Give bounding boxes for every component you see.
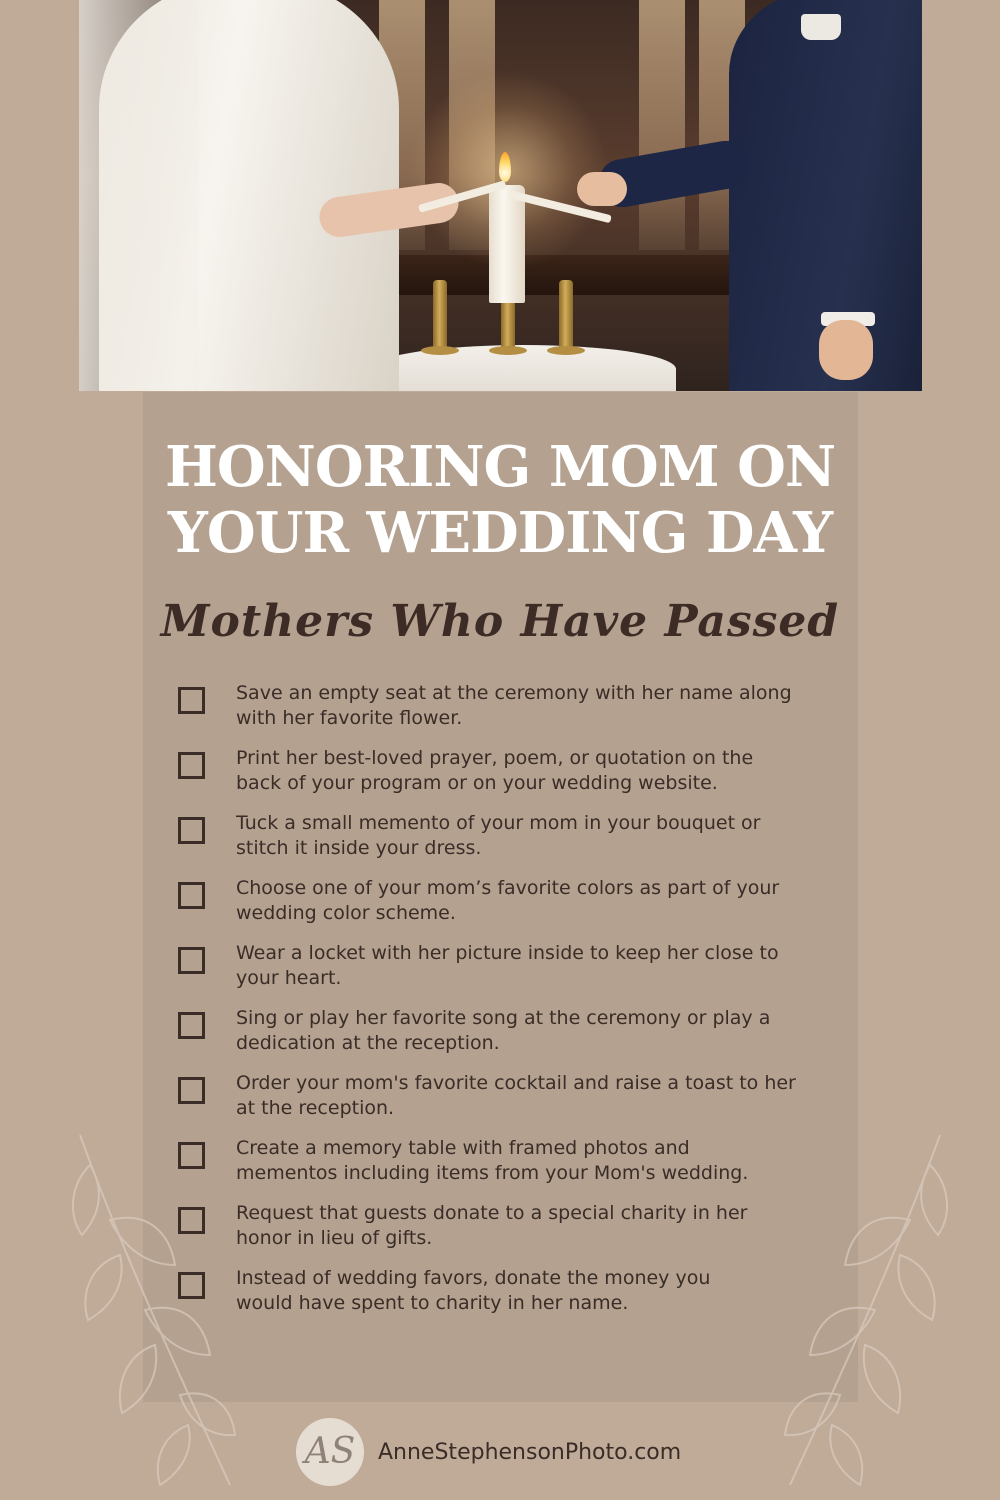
pocket-square: [801, 14, 841, 40]
checkbox[interactable]: [178, 1272, 205, 1299]
candlestick-base-center: [489, 346, 527, 355]
title-line-2: YOUR WEDDING DAY: [167, 500, 833, 566]
item-line-2: with her favorite flower.: [236, 707, 463, 729]
checklist-item: [178, 745, 838, 810]
checkbox[interactable]: [178, 1207, 205, 1234]
checklist-item: [178, 1005, 838, 1070]
checklist-item: [178, 810, 838, 875]
item-line-1: Create a memory table with framed photos and: [236, 1137, 690, 1159]
candlestick-right: [559, 280, 573, 350]
item-line-1: Choose one of your mom’s favorite colors as part of your: [236, 877, 780, 899]
item-line-2: dedication at the reception.: [236, 1032, 500, 1054]
checkbox[interactable]: [178, 1077, 205, 1104]
checklist-item-text: [236, 1135, 838, 1186]
checklist-item-text: [236, 1265, 838, 1316]
candlestick-left: [433, 280, 447, 350]
checklist-item-text: [236, 745, 838, 796]
website-link[interactable]: AnneStephensonPhoto.com: [378, 1440, 682, 1465]
checklist-item-text: [236, 1005, 838, 1056]
item-line-2: wedding color scheme.: [236, 902, 456, 924]
logo-monogram: AS: [304, 1431, 356, 1472]
item-line-1: Order your mom's favorite cocktail and raise a toast to her: [236, 1072, 796, 1094]
checklist-item: [178, 1135, 838, 1200]
item-line-2: at the reception.: [236, 1097, 395, 1119]
item-line-2: back of your program or on your wedding website.: [236, 772, 718, 794]
item-line-1: Sing or play her favorite song at the ceremony or play a: [236, 1007, 771, 1029]
checklist-item-text: [236, 1070, 838, 1121]
candlestick-base-left: [421, 346, 459, 355]
checklist-item: [178, 1200, 838, 1265]
bride-veil: [79, 0, 199, 391]
item-line-2: stitch it inside your dress.: [236, 837, 482, 859]
groom-hand-lower: [819, 320, 873, 380]
page-subtitle: Mothers Who Have Passed: [160, 596, 840, 647]
item-line-1: Save an empty seat at the ceremony with her name along: [236, 682, 792, 704]
candlestick-base-right: [547, 346, 585, 355]
checklist-item: [178, 680, 838, 745]
window-pane: [639, 0, 685, 250]
checkbox[interactable]: [178, 817, 205, 844]
item-line-1: Instead of wedding favors, donate the money you: [236, 1267, 711, 1289]
checklist-item: [178, 875, 838, 940]
item-line-1: Wear a locket with her picture inside to keep her close to: [236, 942, 779, 964]
item-line-2: your heart.: [236, 967, 342, 989]
checklist-item: [178, 1265, 838, 1330]
candlestick-center: [501, 300, 515, 350]
item-line-2: would have spent to charity in her name.: [236, 1292, 629, 1314]
checklist-item: [178, 940, 838, 1005]
checkbox[interactable]: [178, 752, 205, 779]
item-line-2: mementos including items from your Mom's wedding.: [236, 1162, 749, 1184]
checklist-item-text: [236, 875, 838, 926]
item-line-2: honor in lieu of gifts.: [236, 1227, 433, 1249]
groom-hand: [577, 172, 627, 206]
checklist-item-text: [236, 1200, 838, 1251]
checklist-item-text: [236, 810, 838, 861]
checkbox[interactable]: [178, 882, 205, 909]
checklist-item-text: [236, 680, 838, 731]
checkbox[interactable]: [178, 687, 205, 714]
checkbox[interactable]: [178, 1012, 205, 1039]
logo: [296, 1418, 364, 1486]
checklist: [178, 680, 838, 1330]
hero-photo: [79, 0, 922, 391]
checklist-item: [178, 1070, 838, 1135]
item-line-1: Print her best-loved prayer, poem, or quotation on the: [236, 747, 754, 769]
checkbox[interactable]: [178, 947, 205, 974]
unity-candle: [489, 185, 525, 303]
checkbox[interactable]: [178, 1142, 205, 1169]
page-title: [0, 434, 1000, 566]
item-line-1: Tuck a small memento of your mom in your bouquet or: [236, 812, 761, 834]
title-line-1: HONORING MOM ON: [164, 434, 836, 500]
item-line-1: Request that guests donate to a special charity in her: [236, 1202, 748, 1224]
checklist-item-text: [236, 940, 838, 991]
